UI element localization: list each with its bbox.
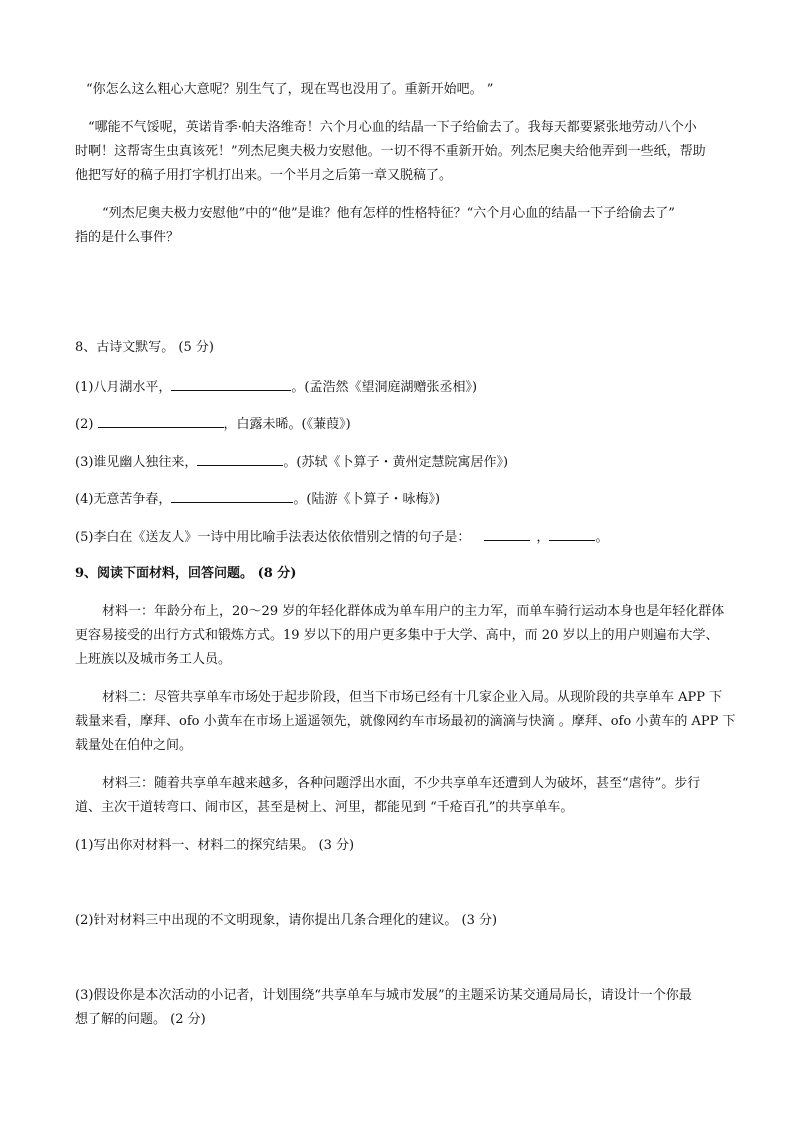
poem-item-3: (3)谁见幽人独往来， 。(苏轼《卜算子・黄州定慧院寓居作》) <box>75 455 509 470</box>
question9-sub3-line1: (3)假设你是本次活动的小记者，计划围绕“共享单车与城市发展”的主题采访某交通局局长，请设计一个你最 <box>75 988 692 1003</box>
answer-blank[interactable] <box>197 453 283 466</box>
question9-title: 9、阅读下面材料，回答问题。 (8 分) <box>75 566 297 581</box>
poem-item-2: (2) ，白露未晞。(《蒹葭》) <box>75 417 351 432</box>
material3-line1: 材料三：随着共享单车越来越多，各种问题浮出水面，不少共享单车还遭到人为破坏，甚至“虐待”。步行 <box>102 776 701 791</box>
answer-blank[interactable] <box>549 528 595 541</box>
question9-sub1: (1)写出你对材料一、材料二的探究结果。 (3 分) <box>75 838 355 853</box>
material2-line3: 载量处在伯仲之间。 <box>75 738 193 753</box>
material2-line1: 材料二：尽管共享单车市场处于起步阶段，但当下市场已经有十几家企业入局。从现阶段的共享单车 APP 下 <box>102 690 723 705</box>
material3-line2: 道、主次干道转弯口、闹市区，甚至是树上、河里，都能见到 “千疮百孔”的共享单车。 <box>75 800 574 815</box>
poem-item-5: (5)李白在《送友人》一诗中用比喻手法表达依依惜别之情的句子是： ， 。 <box>75 530 609 545</box>
answer-blank[interactable] <box>171 378 291 391</box>
answer-blank[interactable] <box>484 528 530 541</box>
question9-sub3-line2: 想了解的问题。 (2 分) <box>75 1012 206 1027</box>
question9-sub2: (2)针对材料三中出现的不文明现象，请你提出几条合理化的建议。 (3 分) <box>75 913 498 928</box>
material1-line2: 更容易接受的出行方式和锻炼方式。19 岁以下的用户更多集中于大学、高中，而 20 岁以上的用户则遍布大学、 <box>75 628 719 643</box>
answer-blank[interactable] <box>171 490 293 503</box>
question8-title: 8、古诗文默写。 (5 分) <box>75 340 214 355</box>
dialogue-para2-line1: “哪能不气馁呢，英诺肯季·帕夫洛维奇！六个月心血的结晶一下子给偷去了。我每天都要紧张地劳动八个小 <box>88 120 697 135</box>
answer-blank[interactable] <box>98 415 224 428</box>
poem-item-1: (1)八月湖水平， 。(孟浩然《望洞庭湖赠张丞相》) <box>75 380 478 395</box>
dialogue-line-1: “你怎么这么粗心大意呢？别生气了，现在骂也没用了。重新开始吧。 ” <box>86 82 494 97</box>
material2-line2: 载量来看，摩拜、ofo 小黄车在市场上遥遥领先，就像网约车市场最初的滴滴与快滴 。摩拜、ofo 小黄车的 APP 下 <box>75 714 736 729</box>
dialogue-para2-line3: 他把写好的稿子用打字机打出来。一个半月之后第一章又脱稿了。 <box>75 168 453 183</box>
poem-item-4: (4)无意苦争春， 。(陆游《卜算子・咏梅》) <box>75 492 441 507</box>
question7-line2: 指的是什么事件？ <box>75 230 180 245</box>
dialogue-para2-line2: 时啊！这帮寄生虫真该死！”列杰尼奥夫极力安慰他。一切不得不重新开始。列杰尼奥夫给他弄到一些纸，帮助 <box>75 144 706 159</box>
material1-line3: 上班族以及城市务工人员。 <box>75 652 232 667</box>
material1-line1: 材料一：年龄分布上，20～29 岁的年轻化群体成为单车用户的主力军，而单车骑行运动本身也是年轻化群体 <box>102 604 725 619</box>
question7-line1: “列杰尼奥夫极力安慰他”中的“他”是谁？他有怎样的性格特征？“六个月心血的结晶一下子给偷去了” <box>102 206 675 221</box>
